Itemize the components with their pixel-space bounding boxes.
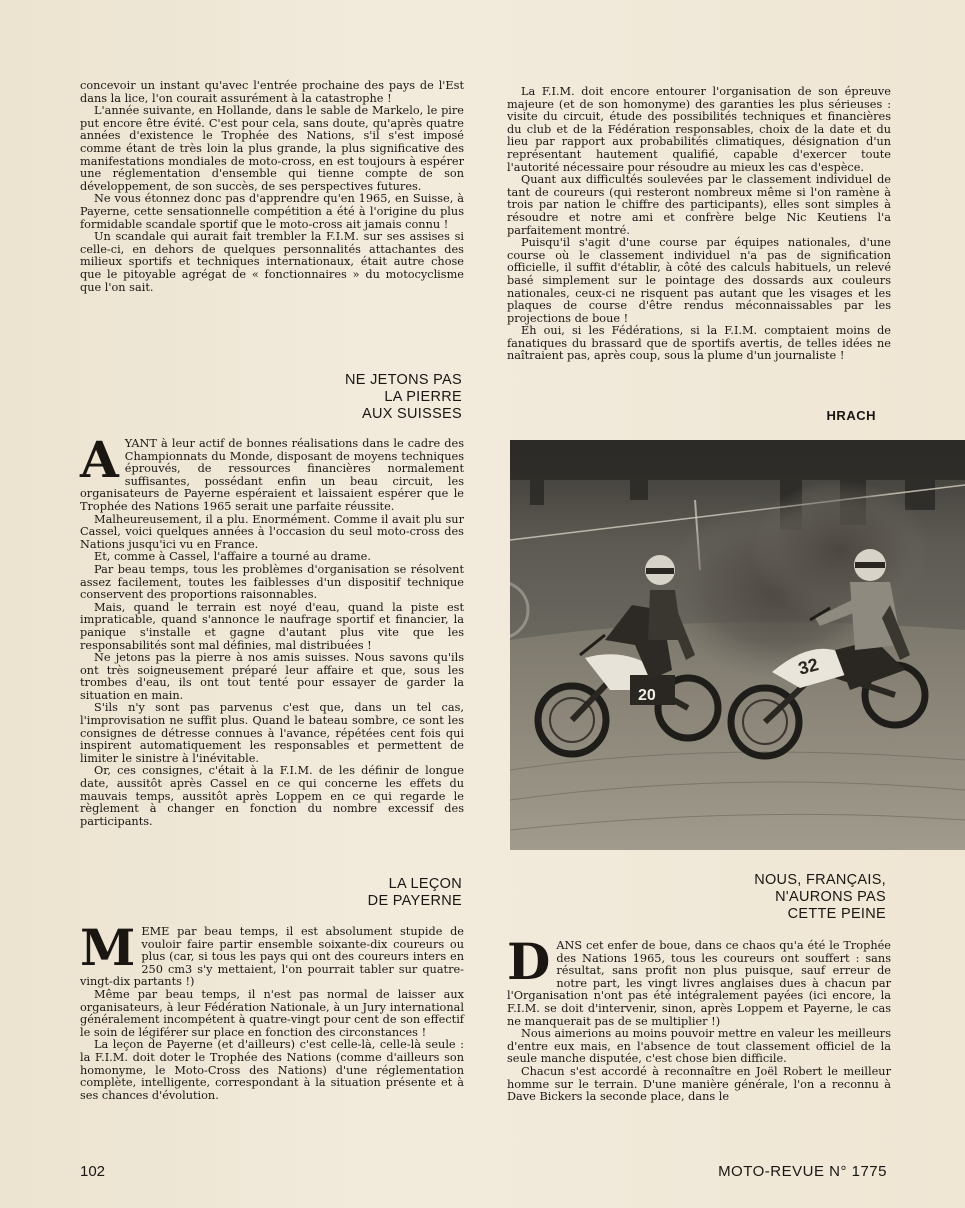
paragraph: ANS cet enfer de boue, dans ce chaos qu'a été le Trophée des Nations 1965, tous les coureurs ont souffert : sans résultat, sans profit non plus puisque, sauf erreur de notre part, les vingt livres anglaises dues à chacun par l'Organisation n'ont pas été intégralement payées (ici encore, la F.I.M. se doit d'intervenir, sinon, après Loppem et Payerne, le cas ne manquerait pas de se multiplier !) [507, 939, 891, 1028]
page-number: 102 [80, 1163, 106, 1180]
paragraph: EME par beau temps, il est absolument stupide de vouloir faire partir ensemble soixante-dix coureurs ou plus (car, si tous les pays qui ont des coureurs inters en 250 cm3 s'y mettaient, l'on pourrait tabler sur quatre-vingt-dix partants !) [80, 925, 464, 989]
paragraph: Nous aimerions au moins pouvoir mettre en valeur les meilleurs d'entre eux mais, en l'absence de tout classement officiel de la seule manche disputée, c'est chose bien difficile. [507, 1027, 891, 1066]
paragraph: Chacun s'est accordé à reconnaître en Joël Robert le meilleur homme sur le terrain. D'une manière générale, l'on a reconnu à Dave Bickers la seconde place, dans le [507, 1064, 891, 1104]
right-intro-text [507, 86, 891, 363]
section-heading-2: LA LEÇON DE PAYERNE [367, 876, 462, 909]
paragraph: Ne jetons pas la pierre à nos amis suisses. Nous savons qu'ils ont très soigneusement préparé leur affaire et que, sous les trombes d'eau, ils ont tout tenté pour essayer de garder la situation en main. [80, 651, 464, 702]
left-intro-text [80, 80, 464, 294]
paragraph: L'année suivante, en Hollande, dans le sable de Markelo, le pire put encore être évité. C'est pour cela, sans doute, qu'après quatre années d'existence le Trophée des Nations, s'il s'est imposé comme étant de très loin la plus grande, la plus significative des manifestations mondiales de moto-cross, en est toujours à espérer une réglementation d'ensemble qui tienne compte de son développement, de son succès, de ses perspectives futures. [80, 104, 464, 193]
photo-illustration [510, 440, 965, 850]
paragraph: Eh oui, si les Fédérations, si la F.I.M. comptaient moins de fanatiques du brassard que de sportifs avertis, de telles idées ne naîtraient pas, après coup, sous la plume d'un journaliste ! [507, 324, 891, 363]
section-heading-3: NOUS, FRANÇAIS, N'AURONS PAS CETTE PEINE [754, 872, 886, 922]
author-signature: HRACH [826, 408, 876, 423]
paragraph: concevoir un instant qu'avec l'entrée prochaine des pays de l'Est dans la lice, l'on courait assurément à la catastrophe ! [80, 79, 464, 105]
section-heading-1: NE JETONS PAS LA PIERRE AUX SUISSES [345, 372, 462, 422]
paragraph: Quant aux difficultés soulevées par le classement individuel de tant de coureurs (qui resteront nombreux même si l'on ramène à trois par nation le chiffre des participants), elles sont simples à résoudre et notre ami et confrère belge Nic Keutiens l'a parfaitement montré. [507, 173, 891, 237]
paragraph: La leçon de Payerne (et d'ailleurs) c'est celle-là, celle-là seule : la F.I.M. doit doter le Trophée des Nations (comme d'ailleurs son homonyme, le Moto-Cross des Nations) d'une réglementation complète, intelligente, correspondant à la situation présente et à ses chances d'évolution. [80, 1038, 464, 1102]
motocross-photo [510, 440, 965, 850]
publication-footer: MOTO-REVUE N° 1775 [718, 1163, 887, 1180]
paragraph: La F.I.M. doit encore entourer l'organisation de son épreuve majeure (et de son homonyme) des garanties les plus sérieuses : visite du circuit, étude des possibilités techniques et financières du club et de la Fédération responsables, choix de la date et du lieu par rapport aux probabilités climatiques, désignation d'un représentant hautement qualifié, capable d'exercer toute l'autorité nécessaire pour résoudre au mieux les cas d'espèce. [507, 85, 891, 174]
section-2-text [80, 918, 464, 1102]
paragraph: Même par beau temps, il n'est pas normal de laisser aux organisateurs, à leur Fédération Nationale, à un Jury international généralement incompétent à quatre-vingt pour cent de son effectif le soin de légiférer sur place en fonction des circonstances ! [80, 987, 464, 1039]
paragraph: YANT à leur actif de bonnes réalisations dans le cadre des Championnats du Monde, disposant de moyens techniques éprouvés, de ressources financières normalement suffisantes, possédant enfin un beau circuit, les organisateurs de Payerne espéraient et laissaient espérer que le Trophée des Nations 1965 serait une parfaite réussite. [80, 437, 464, 513]
section-3-text [507, 932, 891, 1104]
paragraph: Par beau temps, tous les problèmes d'organisation se résolvent assez facilement, toutes les faiblesses d'un dispositif technique conservent des proportions raisonnables. [80, 562, 464, 602]
bike-number-20: 20 [638, 687, 656, 704]
drop-cap: D [507, 932, 551, 991]
paragraph: Et, comme à Cassel, l'affaire a tourné au drame. [94, 550, 371, 564]
paragraph: S'ils n'y sont pas parvenus c'est que, dans un tel cas, l'improvisation ne suffit plus. Quand le bateau sombre, ce sont les consignes de détresse connues à l'avance, répétées cent fois qui inspirent automatiquement les responsables et permettent de limiter le sinistre à l'inévitable. [80, 701, 464, 765]
paragraph: Malheureusement, il a plu. Enormément. Comme il avait plu sur Cassel, voici quelques années à l'occasion du seul moto-cross des Nations jusqu'ici vu en France. [80, 512, 464, 551]
drop-cap: A [80, 430, 119, 489]
drop-cap: M [80, 918, 136, 977]
section-1-text [80, 430, 464, 828]
paragraph: Ne vous étonnez donc pas d'apprendre qu'en 1965, en Suisse, à Payerne, cette sensationnelle compétition a été à l'origine du plus formidable scandale sportif que le moto-cross ait jamais connu ! [80, 192, 464, 231]
bike-number-32: 32 [796, 654, 821, 679]
paragraph: Puisqu'il s'agit d'une course par équipes nationales, d'une course où le classement individuel n'a pas de signification officielle, il suffit d'établir, à côté des calculs habituels, un relevé basé simplement sur le pointage des dossards aux couleurs nationales, ceux-ci ne risquent pas autant que les visages et les plaques de course d'être rendus méconnaissables par les projections de boue ! [507, 236, 891, 325]
paragraph: Mais, quand le terrain est noyé d'eau, quand la piste est impraticable, quand s'annonce le naufrage sportif et financier, la panique s'installe et gagne d'autant plus vite que les responsabilités sont mal définies, mal distribuées ! [80, 600, 464, 652]
paragraph: Or, ces consignes, c'était à la F.I.M. de les définir de longue date, aussitôt après Cassel en ce qui concerne les effets du mauvais temps, aussitôt après Loppem en ce qui regarde le règlement à changer en fonction du nombre excessif des participants. [80, 764, 464, 828]
paragraph: Un scandale qui aurait fait trembler la F.I.M. sur ses assises si celle-ci, en dehors de quelques personnalités attachantes des milieux sportifs et techniques internationaux, était autre chose que le pitoyable agrégat de « fonctionnaires » du motocyclisme que l'on sait. [80, 230, 464, 294]
